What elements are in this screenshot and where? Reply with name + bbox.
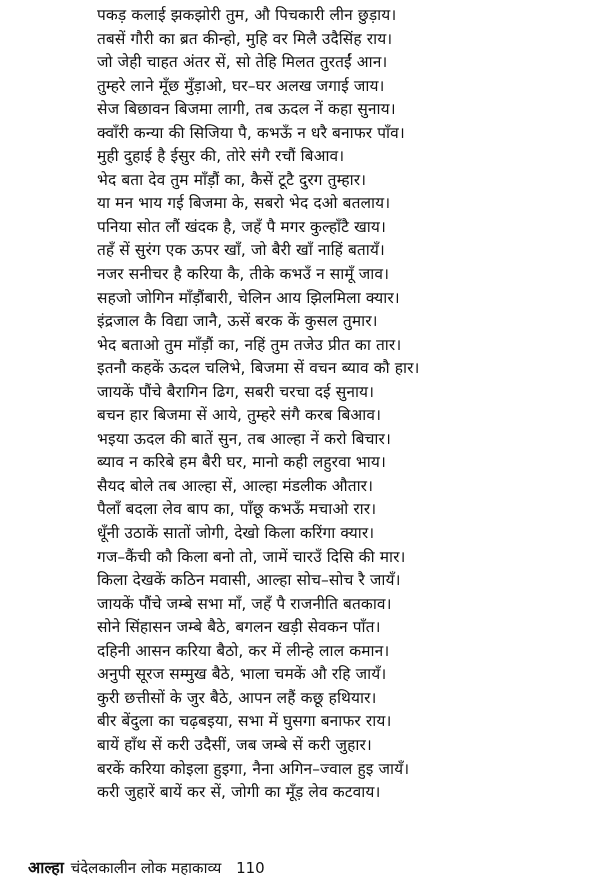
- verse-line: बायें हाँथ सें करी उदैसीं, जब जम्बे सें करी जुहार।: [97, 735, 372, 754]
- verse-line: भेद बताओ तुम माँड़ौं का, नहिं तुम तजेउ प्रीत का तार।: [97, 335, 402, 354]
- verse-line: गज–कैंची कौ किला बनो तो, जामें चारउँ दिसि की मार।: [97, 547, 406, 566]
- verse-line: पकड़ कलाई झकझोरी तुम, औ पिचकारी लीन छुड़ाय।: [97, 6, 397, 24]
- verse-line: धूँनी उठाकें सातों जोगी, देखो किला करिंगा क्यार।: [97, 524, 375, 543]
- verse-line: भेद बता देव तुम माँड़ौं का, कैसें टूटै दुरग तुम्हार।: [97, 170, 367, 189]
- verse-line: इतनौ कहकें ऊदल चलिभे, बिजमा सें वचन ब्याव कौ हार।: [97, 359, 420, 378]
- verse-line: किला देखकें कठिन मवासी, आल्हा सोच–सोच रै जायँ।: [97, 571, 401, 590]
- page-number: 110: [236, 859, 265, 877]
- verse-list: [97, 4, 592, 805]
- verse-line: जायकें पौंचे बैरागिन ढिग, सबरी चरचा दई सुनाय।: [97, 382, 375, 401]
- verse-line: मुही दुहाई है ईसुर की, तोरे संगै रचौं बिआव।: [97, 147, 345, 166]
- book-subtitle: चंदेलकालीन लोक महाकाव्य: [70, 859, 222, 877]
- verse-line: करी जुहारें बायें कर सें, जोगी का मूँड़ लेव कटवाय।: [97, 783, 381, 802]
- verse-line: पैलाँ बदला लेव बाप का, पाँछू कभऊँ मचाओ रार।: [97, 500, 377, 519]
- verse-line: पनिया सोत लौं खंदक है, जहँ पै मगर कुल्हाँटै खाय।: [97, 217, 386, 236]
- page-footer: [28, 855, 588, 881]
- verse-line: बरकें करिया कोइला हुइगा, नैना अगिन–ज्वाल हुइ जायँ।: [97, 759, 410, 778]
- verse-line: बीर बेंदुला का चढ़बइया, सभा में घुसगा बनाफर राय।: [97, 712, 392, 731]
- verse-line: तुम्हरे लाने मूँछ मुँड़ाओ, घर–घर अलख जगाई जाय।: [97, 76, 385, 95]
- verse-line: क्वाँरी कन्या की सिजिया पै, कभऊँ न धरै बनाफर पाँव।: [97, 123, 405, 142]
- verse-line: तबसें गौरी का ब्रत कीन्हो, मुहि वर मिलै उदैसिंह राय।: [97, 29, 393, 48]
- verse-line: तहँ सें सुरंग एक ऊपर खाँ, जो बैरी खाँ नाहिं बतायँ।: [97, 241, 385, 260]
- verse-line: सोने सिंहासन जम्बे बैठे, बगलन खड़ी सेवकन पाँत।: [97, 618, 381, 637]
- verse-line: दहिनी आसन करिया बैठो, कर में लीन्हे लाल कमान।: [97, 641, 390, 660]
- book-title: आल्हा: [28, 858, 64, 877]
- verse-line: नजर सनीचर है करिया कै, तीके कभउँ न सामूँ जाव।: [97, 265, 390, 284]
- verse-line: जायकें पौंचे जम्बे सभा माँ, जहँ पै राजनीति बतकाव।: [97, 594, 392, 613]
- verse-line: इंद्रजाल कै विद्या जानै, ऊसें बरक कें कुसल तुमार।: [97, 312, 378, 331]
- verse-line: ब्याव न करिबे हम बैरी घर, मानो कही लहुरवा भाय।: [97, 453, 386, 472]
- verse-line: जो जेही चाहत अंतर सें, सो तेहि मिलत तुरतईं आन।: [97, 53, 388, 72]
- verse-line: कुरी छत्तीसों के जुर बैठे, आपन लहैं कछू हथियार।: [97, 688, 377, 707]
- verse-line: भइया ऊदल की बातें सुन, तब आल्हा नें करो बिचार।: [97, 429, 391, 448]
- verse-line: अनुपी सूरज सम्मुख बैठे, भाला चमकें औ रहि जायँ।: [97, 665, 387, 684]
- verse-line: बचन हार बिजमा सें आये, तुम्हरे संगै करब बिआव।: [97, 406, 382, 425]
- verse-line: या मन भाय गई बिजमा के, सबरो भेद दओ बतलाय।: [97, 194, 391, 213]
- verse-line: सहजो जोगिन माँड़ौंबारी, चेलिन आय झिलमिला क्यार।: [97, 288, 400, 307]
- verse-line: सैयद बोले तब आल्हा सें, आल्हा मंडलीक औतार।: [97, 476, 374, 495]
- verse-line: सेज बिछावन बिजमा लागी, तब ऊदल नें कहा सुनाय।: [97, 100, 396, 119]
